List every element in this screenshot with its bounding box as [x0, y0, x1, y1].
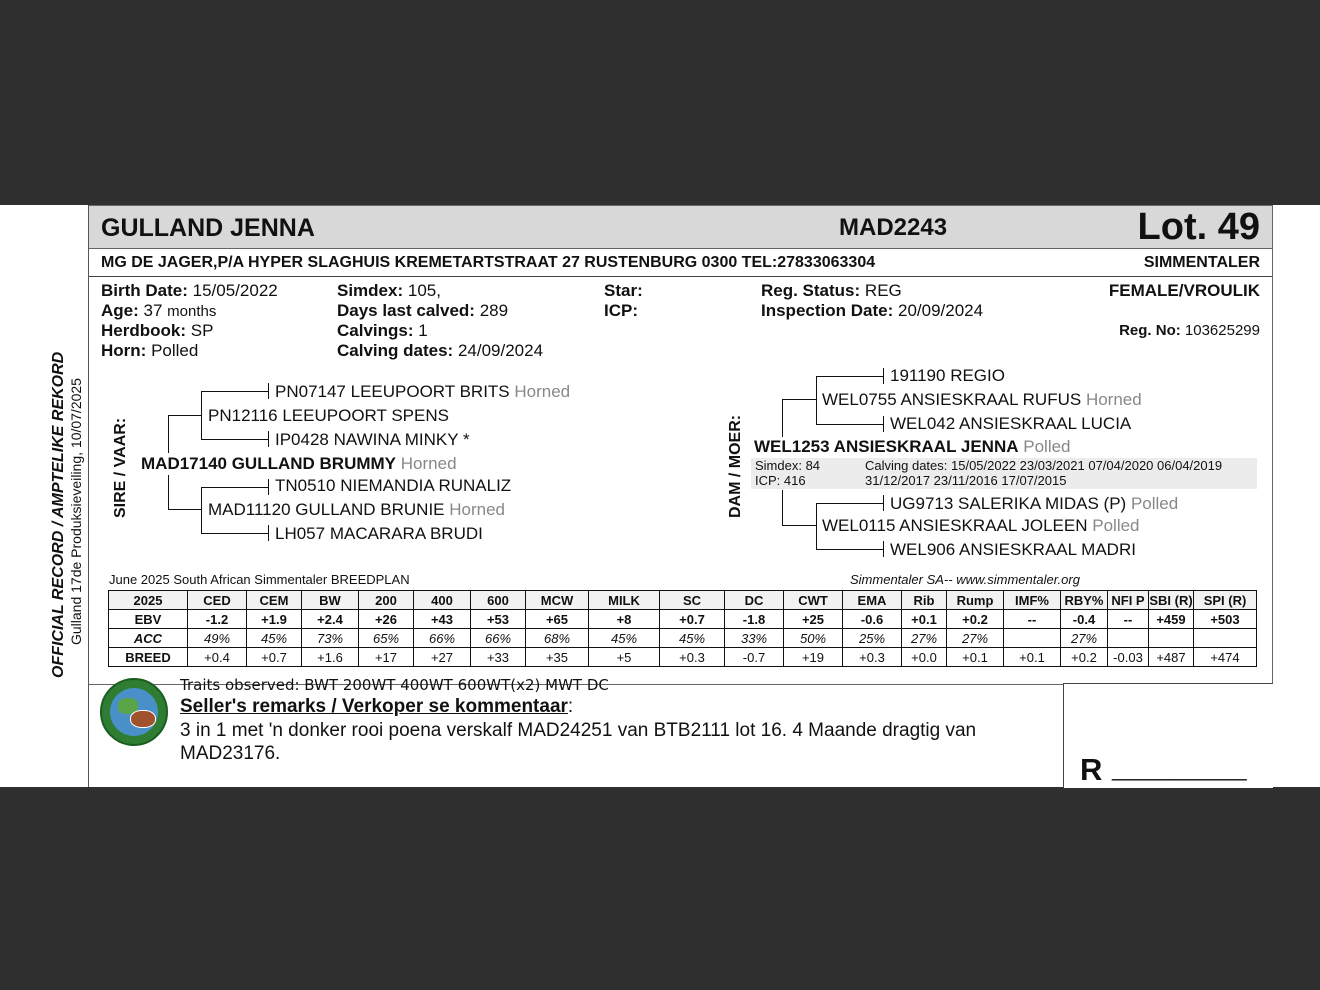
ebv-cell [1108, 629, 1149, 648]
ebv-cell: +17 [359, 648, 414, 667]
traits-observed: Traits observed: BWT 200WT 400WT 600WT(x2) MWT DC [180, 676, 609, 694]
ebv-cell: 45% [589, 629, 660, 648]
animal-reg-id: MAD2243 [839, 214, 948, 241]
sire-sire-sire: PN07147 LEEUPOORT BRITS Horned [275, 382, 571, 401]
icp: ICP: [604, 301, 638, 320]
sire-sire-dam: IP0428 NAWINA MINKY * [275, 430, 470, 449]
sale-name-label: Gulland 17de Produksieveiling, 10/07/2025 [68, 378, 84, 645]
ebv-cell: 27% [902, 629, 947, 648]
ebv-header-cell: CEM [247, 591, 302, 610]
ebv-cell: +503 [1194, 610, 1257, 629]
dam-dam-sire: UG9713 SALERIKA MIDAS (P) Polled [890, 494, 1179, 513]
ebv-cell: +0.0 [902, 648, 947, 667]
dam-dam-dam: WEL906 ANSIESKRAAL MADRI [890, 540, 1136, 559]
ebv-cell: +0.1 [1004, 648, 1061, 667]
ebv-cell: 73% [302, 629, 359, 648]
ebv-cell: BREED [109, 648, 188, 667]
ebv-header-cell: NFI P [1108, 591, 1149, 610]
dam-calving-dates: Calving dates: 15/05/2022 23/03/2021 07/04/2020 06/04/2019 [865, 458, 1223, 473]
dam-simdex: Simdex: 84 [755, 458, 821, 473]
ebv-cell: +2.4 [302, 610, 359, 629]
remarks-line-2: MAD23176. [180, 743, 281, 764]
sire-dam-dam: LH057 MACARARA BRUDI [275, 524, 483, 543]
ebv-header-cell: 600 [471, 591, 526, 610]
ebv-cell: +19 [784, 648, 843, 667]
ebv-header-cell: DC [725, 591, 784, 610]
ebv-cell: 66% [414, 629, 471, 648]
ebv-cell: +0.3 [660, 648, 725, 667]
ebv-cell: +0.2 [1061, 648, 1108, 667]
reg-no: Reg. No: 103625299 [1119, 322, 1260, 339]
ebv-cell: 68% [526, 629, 589, 648]
sire-sire: PN12116 LEEUPOORT SPENS [208, 406, 449, 425]
ebv-cell: 66% [471, 629, 526, 648]
ebv-cell: +0.3 [843, 648, 902, 667]
ebv-cell: -0.7 [725, 648, 784, 667]
ebv-cell: +0.2 [947, 610, 1004, 629]
sire-dam: MAD11120 GULLAND BRUNIE Horned [208, 500, 506, 519]
herdbook: Herdbook: SP [101, 321, 214, 340]
ebv-cell: +35 [526, 648, 589, 667]
acc-row [109, 629, 1257, 648]
ebv-header-cell: MILK [589, 591, 660, 610]
breed-name: SIMMENTALER [1143, 254, 1260, 271]
ebv-cell: +25 [784, 610, 843, 629]
breed-row [109, 648, 1257, 667]
ebv-cell: +1.6 [302, 648, 359, 667]
reg-status: Reg. Status: REG [761, 281, 902, 300]
ebv-header-cell: SC [660, 591, 725, 610]
ebv-header-cell: CED [188, 591, 247, 610]
dam-icp: ICP: 416 [755, 473, 806, 488]
breedplan-title: June 2025 South African Simmentaler BREEDPLAN [109, 572, 410, 587]
ebv-header-cell: 400 [414, 591, 471, 610]
ebv-cell: +5 [589, 648, 660, 667]
calving-dates: Calving dates: 24/09/2024 [337, 341, 544, 360]
ebv-cell: +43 [414, 610, 471, 629]
horn: Horn: Polled [101, 341, 199, 360]
ebv-cell [1194, 629, 1257, 648]
ebv-cell: +33 [471, 648, 526, 667]
dam-name: WEL1253 ANSIESKRAAL JENNA Polled [754, 437, 1071, 456]
sire-name: MAD17140 GULLAND BRUMMY Horned [141, 454, 457, 473]
ebv-cell: 27% [947, 629, 1004, 648]
ebv-header-cell: EMA [843, 591, 902, 610]
sex: FEMALE/VROULIK [1108, 281, 1260, 300]
lot-number: Lot. 49 [1137, 206, 1260, 248]
ebv-header-cell: SPI (R) [1194, 591, 1257, 610]
ebv-header-cell: CWT [784, 591, 843, 610]
birth-date: Birth Date: 15/05/2022 [101, 281, 278, 300]
ebv-header-cell: Rump [947, 591, 1004, 610]
owner-address: MG DE JAGER,P/A HYPER SLAGHUIS KREMETARTSTRAAT 27 RUSTENBURG 0300 TEL:27833063304 [101, 254, 876, 271]
simmentaler-logo-icon [100, 678, 168, 746]
ebv-cell: +53 [471, 610, 526, 629]
ebv-header-cell: 2025 [109, 591, 188, 610]
ebv-cell: 33% [725, 629, 784, 648]
sire-label: SIRE / VAAR: [112, 417, 129, 518]
remarks-line-1: 3 in 1 met 'n donker rooi poena verskalf MAD24251 van BTB2111 lot 16. 4 Maande dragtig van [180, 720, 977, 741]
official-record-label: OFFICIAL RECORD / AMPTELIKE REKORD [50, 351, 67, 678]
dam-dam: WEL0115 ANSIESKRAAL JOLEEN Polled [822, 516, 1140, 535]
price-field[interactable]: ___________ [1112, 756, 1247, 781]
title-bar [89, 205, 1273, 249]
ebv-cell: 50% [784, 629, 843, 648]
star: Star: [604, 281, 643, 300]
price-label: R [1080, 752, 1103, 787]
owner-bar [89, 249, 1273, 277]
ebv-cell: +0.1 [947, 648, 1004, 667]
ebv-header-cell: IMF% [1004, 591, 1061, 610]
ebv-header-cell: SBI (R) [1149, 592, 1193, 608]
dam-label: DAM / MOER: [727, 414, 744, 518]
ebv-cell: -0.4 [1061, 610, 1108, 629]
ebv-header-cell: 200 [359, 591, 414, 610]
ebv-cell: +0.1 [902, 610, 947, 629]
ebv-cell: 25% [843, 629, 902, 648]
ebv-cell: 65% [359, 629, 414, 648]
ebv-header-cell: RBY% [1061, 591, 1108, 610]
ebv-cell [1004, 629, 1061, 648]
ebv-cell: +65 [526, 610, 589, 629]
ebv-row [109, 610, 1257, 629]
ebv-cell: +8 [589, 610, 660, 629]
ebv-cell: +487 [1149, 648, 1194, 667]
ebv-header-cell: Rib [902, 591, 947, 610]
dam-sire: WEL0755 ANSIESKRAAL RUFUS Horned [822, 390, 1142, 409]
ebv-cell: +474 [1194, 648, 1257, 667]
age: Age: 37 months [101, 301, 217, 320]
ebv-cell: 45% [247, 629, 302, 648]
ebv-cell: -1.8 [725, 610, 784, 629]
sire-dam-sire: TN0510 NIEMANDIA RUNALIZ [275, 476, 512, 495]
ebv-cell: +0.7 [660, 610, 725, 629]
ebv-cell: ACC [109, 629, 188, 648]
ebv-cell: +0.7 [247, 648, 302, 667]
ebv-header-cell: BW [302, 591, 359, 610]
ebv-cell: 45% [660, 629, 725, 648]
animal-name: GULLAND JENNA [101, 214, 315, 242]
ebv-cell: 49% [188, 629, 247, 648]
ebv-cell: -- [1004, 610, 1061, 629]
days-last-calved: Days last calved: 289 [337, 301, 509, 320]
ebv-cell: +459 [1149, 610, 1194, 629]
ebv-cell: -- [1108, 610, 1149, 629]
calvings: Calvings: 1 [337, 321, 428, 340]
ebv-cell: 27% [1061, 629, 1108, 648]
ebv-header-row [109, 591, 1257, 610]
ebv-cell: +27 [414, 648, 471, 667]
breedplan-website: Simmentaler SA-- www.simmentaler.org [850, 572, 1080, 587]
ebv-cell [1149, 629, 1194, 648]
ebv-cell: -0.03 [1108, 648, 1149, 667]
dam-calving-dates-2: 31/12/2017 23/11/2016 17/07/2015 [865, 473, 1067, 488]
ebv-cell: EBV [109, 610, 188, 629]
ebv-cell: +0.4 [188, 648, 247, 667]
ebv-table [108, 590, 1257, 667]
dam-sire-dam: WEL042 ANSIESKRAAL LUCIA [890, 414, 1132, 433]
ebv-cell: +1.9 [247, 610, 302, 629]
ebv-cell: -0.6 [843, 610, 902, 629]
dam-sire-sire: 191190 REGIO [890, 366, 1005, 385]
remarks-title: Seller's remarks / Verkoper se kommentaar: [180, 696, 574, 717]
ebv-cell: -1.2 [188, 610, 247, 629]
ebv-cell: +26 [359, 610, 414, 629]
inspection-date: Inspection Date: 20/09/2024 [761, 301, 984, 320]
simdex: Simdex: 105, [337, 281, 441, 300]
ebv-header-cell: MCW [526, 591, 589, 610]
